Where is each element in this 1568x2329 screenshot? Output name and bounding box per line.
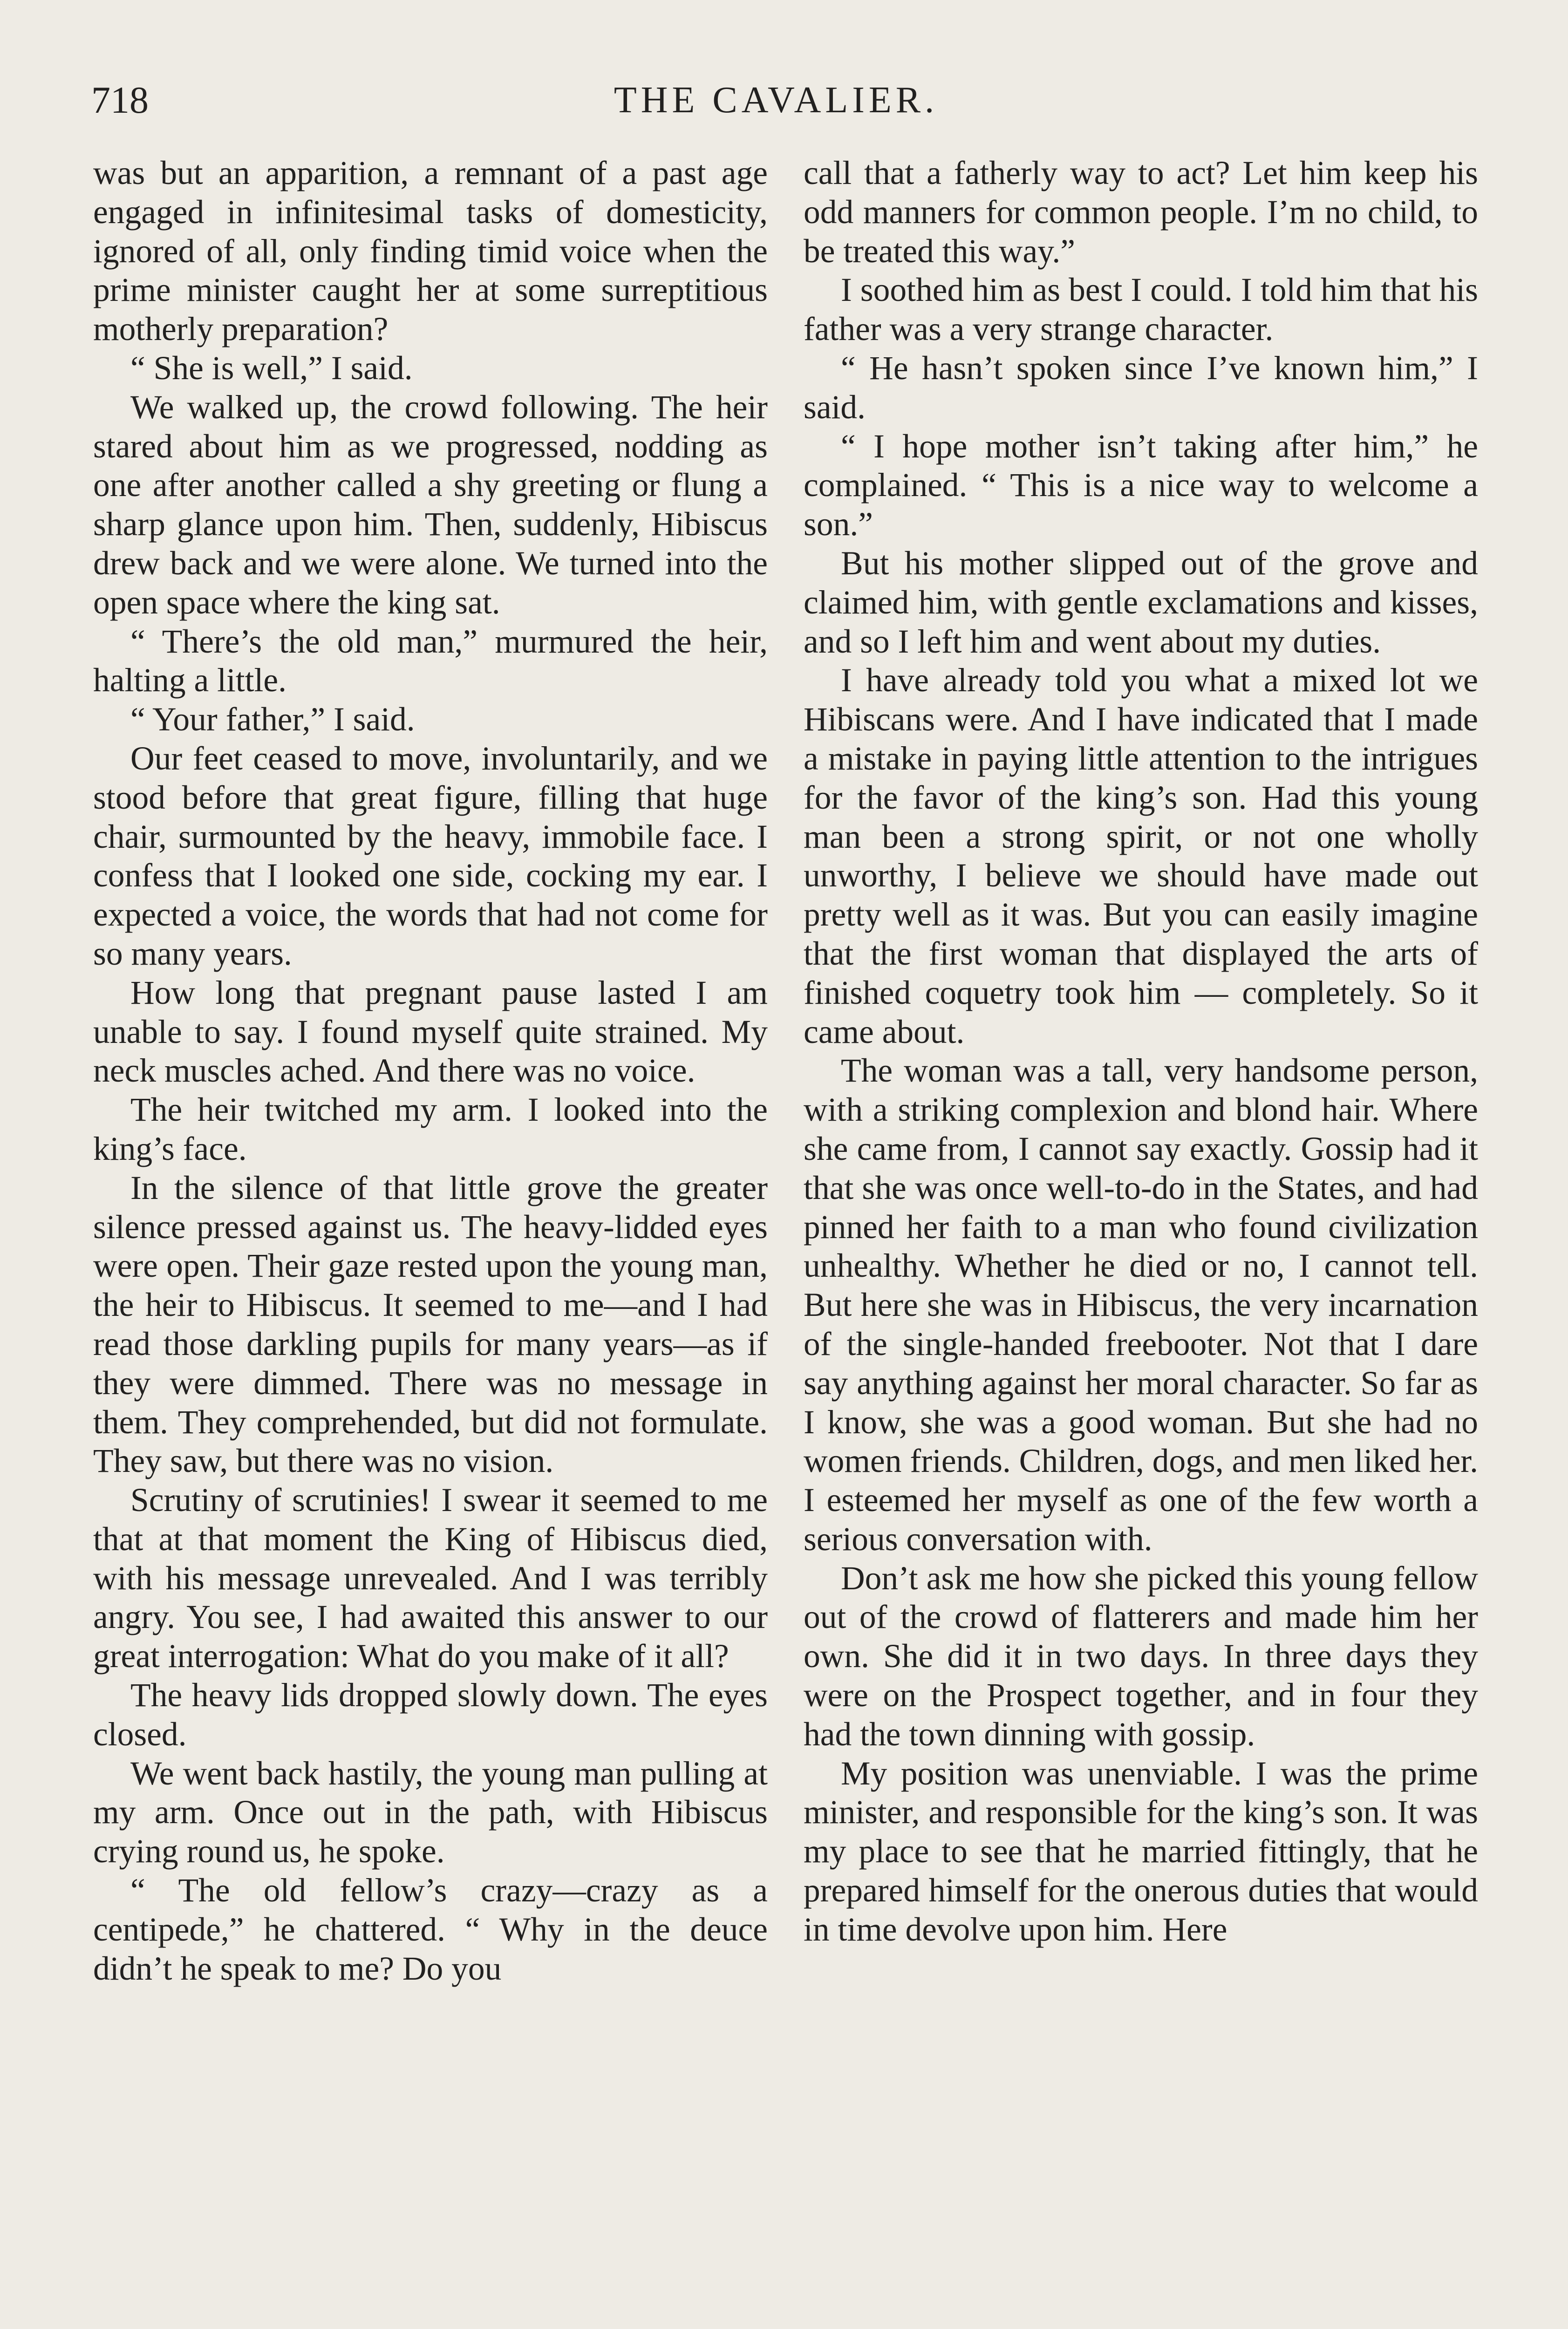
paragraph: Scrutiny of scrutinies! I swear it seemed to me that at that moment the King of Hibiscus died, with his message unrevealed. And I was terribly angry. You see, I had awaited this answer to our great interrogation: What do you make of it all? — [93, 1482, 768, 1675]
paragraph: “ I hope mother isn’t taking after him,” he complained. “ This is a nice way to welcome a son.” — [804, 428, 1478, 543]
paragraph: Don’t ask me how she picked this young fellow out of the crowd of flatterers and made him her own. She did it in two days. In three days they were on the Prospect together, and in four they had the town dinning with gossip. — [804, 1559, 1478, 1753]
page-number: 718 — [91, 79, 149, 121]
left-column — [93, 154, 768, 2329]
right-column — [804, 154, 1478, 2329]
paragraph: “ She is well,” I said. — [130, 349, 413, 387]
paragraph: “ Your father,” I said. — [130, 701, 415, 738]
paragraph: My position was unenviable. I was the prime minister, and responsible for the king’s son. It was my place to see that he married fittingly, that he prepared himself for the onerous duties that would in time devolve upon him. Here — [804, 1755, 1478, 1948]
paragraph: How long that pregnant pause lasted I am unable to say. I found myself quite strained. My neck muscles ached. And there was no voice. — [93, 974, 768, 1090]
paragraph: “ There’s the old man,” murmured the heir, halting a little. — [93, 623, 768, 699]
paragraph: We went back hastily, the young man pulling at my arm. Once out in the path, with Hibiscus crying round us, he spoke. — [93, 1755, 768, 1870]
paragraph: In the silence of that little grove the greater silence pressed against us. The heavy-lidded eyes were open. Their gaze rested upon the young man, the heir to Hibiscus. It seemed to me—and I had read those darkling pupils for many years—as if they were dimmed. There was no message in them. They comprehended, but did not formulate. They saw, but there was no vision. — [93, 1169, 768, 1480]
paragraph: I soothed him as best I could. I told him that his father was a very strange character. — [804, 272, 1478, 348]
paragraph: “ He hasn’t spoken since I’ve known him,” I said. — [804, 349, 1478, 426]
paragraph: Our feet ceased to move, involuntarily, and we stood before that great figure, filling that huge chair, surmounted by the heavy, immobile face. I confess that I looked one side, cocking my ear. I expected a voice, the words that had not come for so many years. — [93, 740, 768, 972]
paragraph: call that a fatherly way to act? Let him keep his odd manners for common people. I’m no child, to be treated this way.” — [804, 155, 1478, 270]
paragraph: The woman was a tall, very handsome person, with a striking complexion and blond hair. Where she came from, I cannot say exactly. Gossip had it that she was once well-to-do in the States, and had pinned her faith to a man who found civilization unhealthy. Whether he died or no, I cannot tell. But here she was in Hibiscus, the very incarnation of the single-handed freebooter. Not that I dare say anything against her moral character. So far as I know, she was a good woman. But she had no women friends. Children, dogs, and men liked her. I esteemed her myself as one of the few worth a serious conversation with. — [804, 1052, 1478, 1558]
page-header — [91, 70, 1461, 126]
running-title: THE CAVALIER. — [614, 80, 939, 121]
paragraph: The heir twitched my arm. I looked into the king’s face. — [93, 1091, 768, 1167]
paragraph: “ The old fellow’s crazy—crazy as a centipede,” he chattered. “ Why in the deuce didn’t he speak to me? Do you — [93, 1872, 768, 1987]
paragraph: The heavy lids dropped slowly down. The eyes closed. — [93, 1677, 768, 1753]
paragraph: But his mother slipped out of the grove and claimed him, with gentle exclamations and kisses, and so I left him and went about my duties. — [804, 545, 1478, 660]
paragraph: We walked up, the crowd following. The heir stared about him as we progressed, nodding as one after another called a shy greeting or flung a sharp glance upon him. Then, suddenly, Hibiscus drew back and we were alone. We turned into the open space where the king sat. — [93, 388, 768, 621]
paragraph: I have already told you what a mixed lot we Hibiscans were. And I have indicated that I made a mistake in paying little attention to the intrigues for the favor of the king’s son. Had this young man been a strong spirit, or not one wholly unworthy, I believe we should have made out pretty well as it was. But you can easily imagine that the first woman that displayed the arts of finished coquetry took him — completely. So it came about. — [804, 662, 1478, 1050]
paragraph: was but an apparition, a remnant of a past age engaged in infinitesimal tasks of domesticity, ignored of all, only finding timid voice when the prime minister caught her at some surreptitious motherly preparation? — [93, 155, 768, 348]
